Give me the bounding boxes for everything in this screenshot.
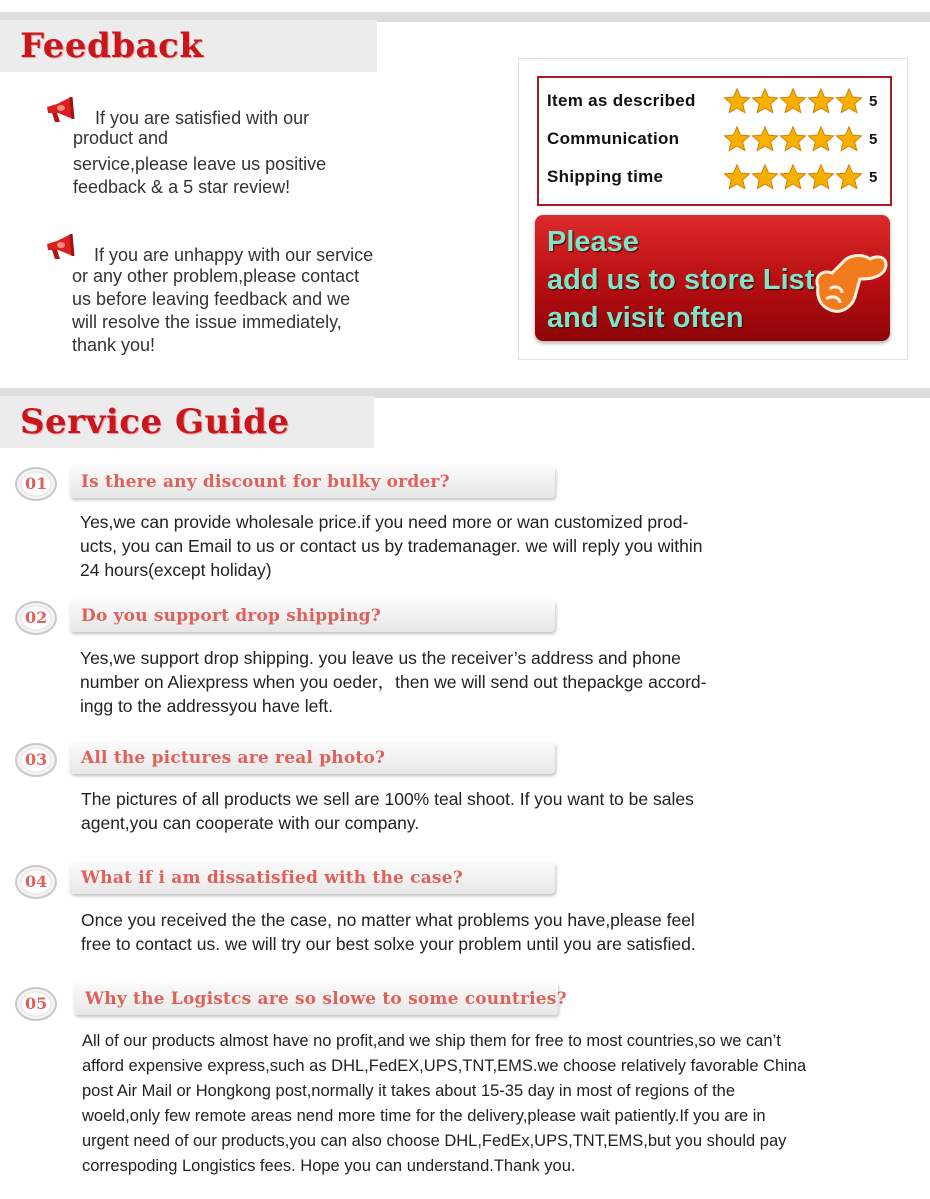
star-icon	[835, 163, 863, 191]
faq-number-badge	[14, 600, 58, 636]
rating-value: 5	[869, 92, 878, 110]
feedback-paragraph-positive	[73, 107, 403, 199]
faq-question: All the pictures are real photo?	[81, 748, 386, 768]
rating-value: 5	[869, 168, 878, 186]
feedback-para2-line: us before leaving feedback and we	[72, 289, 351, 309]
feedback-para2-line: thank you!	[72, 335, 156, 355]
rating-row-shipping-time	[547, 162, 887, 192]
store-button-text	[547, 223, 814, 337]
faq-number-badge	[14, 986, 58, 1022]
faq-number: 02	[25, 608, 48, 627]
star-icon	[751, 87, 779, 115]
feedback-para1-line: service,please leave us positive	[73, 154, 327, 174]
faq-question: Do you support drop shipping?	[81, 606, 381, 626]
faq-question: What if i am dissatisfied with the case?	[81, 868, 463, 888]
service-guide-header	[0, 396, 374, 448]
star-icon	[779, 125, 807, 153]
faq-answer: Yes,we can provide wholesale price.if you need more or wan customized prod- ucts, you can Email to us or contact us by trademanager. we will reply you within 24 hours(except holiday)	[80, 512, 703, 580]
star-icon	[807, 125, 835, 153]
star-icon	[751, 125, 779, 153]
faq-number: 04	[25, 872, 48, 891]
faq-question-bar	[70, 600, 555, 632]
faq-number-badge	[14, 742, 58, 778]
star-icon	[835, 87, 863, 115]
star-icon	[723, 87, 751, 115]
faq-question-bar	[70, 742, 555, 774]
rating-label: Communication	[547, 129, 680, 148]
thumbs-up-hand-icon	[808, 249, 890, 323]
star-icon	[835, 125, 863, 153]
add-to-store-list-button[interactable]	[535, 215, 890, 341]
rating-label: Shipping time	[547, 167, 664, 186]
faq-number-badge	[14, 466, 58, 502]
star-icon	[779, 87, 807, 115]
star-icon	[751, 163, 779, 191]
faq-answer: Yes,we support drop shipping. you leave us the receiver’s address and phone number on Aliexpress when you oeder，then we will send out thepackge accord- ingg to the addressyou have left.	[80, 648, 707, 716]
feedback-para2-line: If you are unhappy with our service	[94, 245, 374, 265]
faq-number: 03	[25, 750, 48, 769]
star-icon	[807, 87, 835, 115]
faq-answer: The pictures of all products we sell are 100% teal shoot. If you want to be sales agent,you can cooperate with our company.	[81, 789, 694, 833]
store-button-line: and visit often	[547, 302, 744, 334]
rating-label: Item as described	[547, 91, 696, 110]
store-button-line: add us to store List	[547, 264, 815, 296]
faq-question-bar	[70, 466, 555, 498]
star-rating	[723, 163, 865, 191]
rating-row-item-as-described	[547, 86, 887, 116]
faq-number: 01	[25, 474, 48, 493]
star-icon	[723, 125, 751, 153]
feedback-title: Feedback	[20, 26, 204, 66]
feedback-para1-line: product and	[73, 128, 169, 148]
feedback-para1-line: If you are satisfied with our	[95, 108, 310, 128]
faq-question: Why the Logistcs are so slowe to some countries?	[85, 989, 567, 1009]
faq-question-bar	[70, 862, 555, 894]
rating-row-communication	[547, 124, 887, 154]
faq-answer: Once you received the the case, no matter what problems you have,please feel free to contact us. we will try our best solxe your problem until you are satisfied.	[81, 910, 696, 954]
feedback-header	[0, 20, 377, 72]
store-button-line: Please	[547, 226, 639, 258]
star-icon	[723, 163, 751, 191]
star-rating	[723, 125, 865, 153]
faq-number: 05	[25, 994, 48, 1013]
rating-value: 5	[869, 130, 878, 148]
feedback-para2-line: will resolve the issue immediately,	[72, 312, 342, 332]
star-icon	[807, 163, 835, 191]
faq-question-bar	[74, 983, 567, 1015]
feedback-para1-line: feedback & a 5 star review!	[73, 177, 291, 197]
faq-question: Is there any discount for bulky order?	[81, 472, 450, 492]
faq-number-badge	[14, 864, 58, 900]
star-rating	[723, 87, 865, 115]
faq-answer: All of our products almost have no profit,and we ship them for free to most countries,so we can’t afford expensive express,such as DHL,FedEX,UPS,TNT,EMS.we choose relatively favorable China post Air Mail or Hongkong post,normally it takes about 15-35 day in most of regions of the woeld,only few remote areas nend more time for the delivery,please wait patiently.If you are in urgent need of our products,you can also choose DHL,FedEx,UPS,TNT,EMS,but you should pay correspoding Longistics fees. Hope you can understand.Thank you.	[82, 1032, 807, 1175]
service-guide-title: Service Guide	[20, 402, 290, 442]
seller-rating-box	[537, 76, 892, 206]
feedback-para2-line: or any other problem,please contact	[72, 266, 360, 286]
star-icon	[779, 163, 807, 191]
feedback-paragraph-unhappy	[72, 245, 442, 357]
